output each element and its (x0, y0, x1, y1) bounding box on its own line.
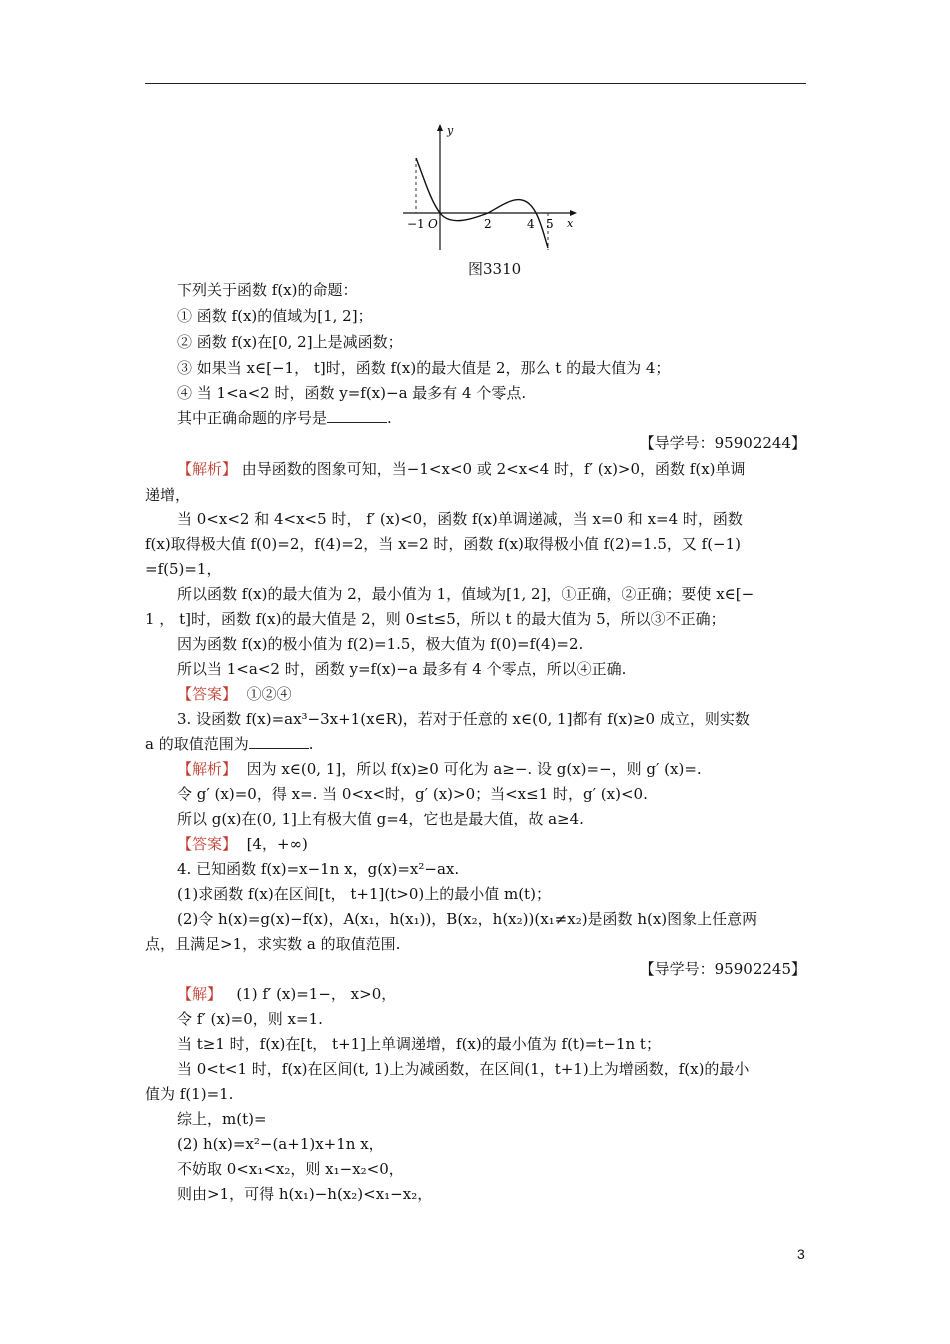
solution-line-2: 令 f′ (x)=0，则 x=1. (177, 1010, 323, 1028)
solution-tag: 【解】 (177, 985, 223, 1003)
solution-text: (1) f′ (x)=1−， x>0， (236, 985, 397, 1003)
question-prompt: 其中正确命题的序号是 . (177, 409, 392, 427)
answer-text: ①②④ (246, 685, 292, 703)
analysis-1-line-9: 所以当 1<a<2 时，函数 y=f(x)−a 最多有 4 个零点，所以④正确. (177, 660, 627, 678)
solution-line-3: 当 t≥1 时，f(x)在[t， t+1]上单调递增，f(x)的最小值为 f(t)=t−1n t； (177, 1035, 661, 1053)
analysis-tag: 【解析】 (177, 460, 238, 478)
analysis-text: 由导函数的图象可知，当−1<x<0 或 2<x<4 时，f′ (x)>0，函数 f(x)单调 (241, 460, 746, 478)
tick-label-5: 5 (546, 217, 554, 231)
answer-tag: 【答案】 (177, 685, 238, 703)
solution-line-6: 综上，m(t)= (177, 1110, 267, 1128)
analysis-1-line-3: 当 0<x<2 和 4<x<5 时， f′ (x)<0，函数 f(x)单调递减，当 x=0 和 x=4 时，函数 (177, 510, 743, 528)
tick-label-4: 4 (527, 217, 535, 231)
answer-tag: 【答案】 (177, 835, 238, 853)
solution-line-1 (145, 982, 838, 1006)
problem-line: 下列关于函数 f(x)的命题： (177, 281, 358, 299)
solution-line-5: 值为 f(1)=1. (145, 1085, 234, 1103)
answer-1 (145, 682, 838, 706)
answer-3 (145, 832, 838, 856)
derivative-graph-figure (395, 120, 585, 250)
guide-number-1: 【导学号：95902244】 (639, 434, 806, 452)
solution-line-8: 不妨取 0<x₁<x₂，则 x₁−x₂<0， (177, 1160, 404, 1178)
question-prompt-text: 其中正确命题的序号是 (177, 409, 328, 427)
header-rule (145, 83, 806, 84)
analysis-tag: 【解析】 (177, 760, 238, 778)
analysis-1-line-8: 因为函数 f(x)的极小值为 f(2)=1.5，极大值为 f(0)=f(4)=2. (177, 635, 584, 653)
question-4-line-3: (2)令 h(x)=g(x)−f(x)，A(x₁，h(x₁))，B(x₂，h(x₂))(x₁≠x₂)是函数 h(x)图象上任意两 (177, 910, 758, 928)
y-axis-label: y (447, 124, 454, 137)
question-4-line-1: 4. 已知函数 f(x)=x−1n x，g(x)=x²−ax. (177, 860, 460, 878)
analysis-text: 因为 x∈(0, 1]，所以 f(x)≥0 可化为 a≥−. 设 g(x)=−，则 g′ (x)=. (246, 760, 702, 778)
analysis-1-line-5: =f(5)=1， (145, 560, 222, 578)
question-4-line-4: 点，且满足>1，求实数 a 的取值范围. (145, 935, 401, 953)
solution-line-9: 则由>1，可得 h(x₁)−h(x₂)<x₁−x₂， (177, 1185, 433, 1203)
analysis-3-line-3: 所以 g(x)在(0, 1]上有极大值 g=4，它也是最大值，故 a≥4. (177, 810, 584, 828)
analysis-1-line-2: 递增， (145, 486, 191, 504)
proposition-2: ② 函数 f(x)在[0, 2]上是减函数； (177, 333, 403, 351)
guide-number-2: 【导学号：95902245】 (639, 960, 806, 978)
solution-line-4: 当 0<t<1 时，f(x)在区间(t, 1)上为减函数，在区间(1，t+1)上为增函数，f(x)的最小 (177, 1060, 750, 1078)
analysis-1-line-7: 1 ， t]时，函数 f(x)的最大值是 2，则 0≤t≤5，所以 t 的最大值为 5，所以③不正确； (145, 610, 726, 628)
figure-caption: 图3310 (468, 260, 522, 278)
derivative-curve (416, 158, 548, 248)
solution-line-7: (2) h(x)=x²−(a+1)x+1n x， (177, 1135, 384, 1153)
question-4-line-2: (1)求函数 f(x)在区间[t， t+1](t>0)上的最小值 m(t)； (177, 885, 551, 903)
tick-label-2: 2 (484, 217, 492, 231)
proposition-3: ③ 如果当 x∈[−1， t]时，函数 f(x)的最大值是 2，那么 t 的最大值为 4； (177, 359, 671, 377)
question-3-text: a 的取值范围为 (145, 735, 249, 753)
question-3-line-1: 3. 设函数 f(x)=ax³−3x+1(x∈R)，若对于任意的 x∈(0, 1]都有 f(x)≥0 成立，则实数 (177, 710, 750, 728)
answer-blank (327, 408, 387, 423)
analysis-3-line-2: 令 g′ (x)=0，得 x=. 当 0<x<时，g′ (x)>0；当<x≤1 时，g′ (x)<0. (177, 785, 648, 803)
page-number: 3 (797, 1246, 805, 1262)
answer-text: [4，+∞) (246, 835, 308, 853)
proposition-4: ④ 当 1<a<2 时，函数 y=f(x)−a 最多有 4 个零点. (177, 384, 527, 402)
question-3-line-2: a 的取值范围为 . (145, 735, 314, 753)
analysis-1-line-1 (145, 457, 838, 481)
answer-blank (249, 734, 309, 749)
analysis-1-line-4: f(x)取得极大值 f(0)=2，f(4)=2，当 x=2 时，函数 f(x)取得极小值 f(2)=1.5，又 f(−1) (145, 535, 742, 553)
analysis-1-line-6: 所以函数 f(x)的最大值为 2，最小值为 1，值域为[1, 2]，①正确，②正确；要使 x∈[− (177, 585, 755, 603)
x-axis-label: x (567, 217, 574, 230)
x-axis-arrow (570, 210, 577, 216)
y-axis-arrow (437, 124, 443, 131)
proposition-1: ① 函数 f(x)的值域为[1, 2]； (177, 307, 373, 325)
tick-label-neg1: −1 (407, 217, 425, 231)
analysis-3-line-1 (145, 757, 838, 781)
origin-label: O (428, 217, 438, 231)
